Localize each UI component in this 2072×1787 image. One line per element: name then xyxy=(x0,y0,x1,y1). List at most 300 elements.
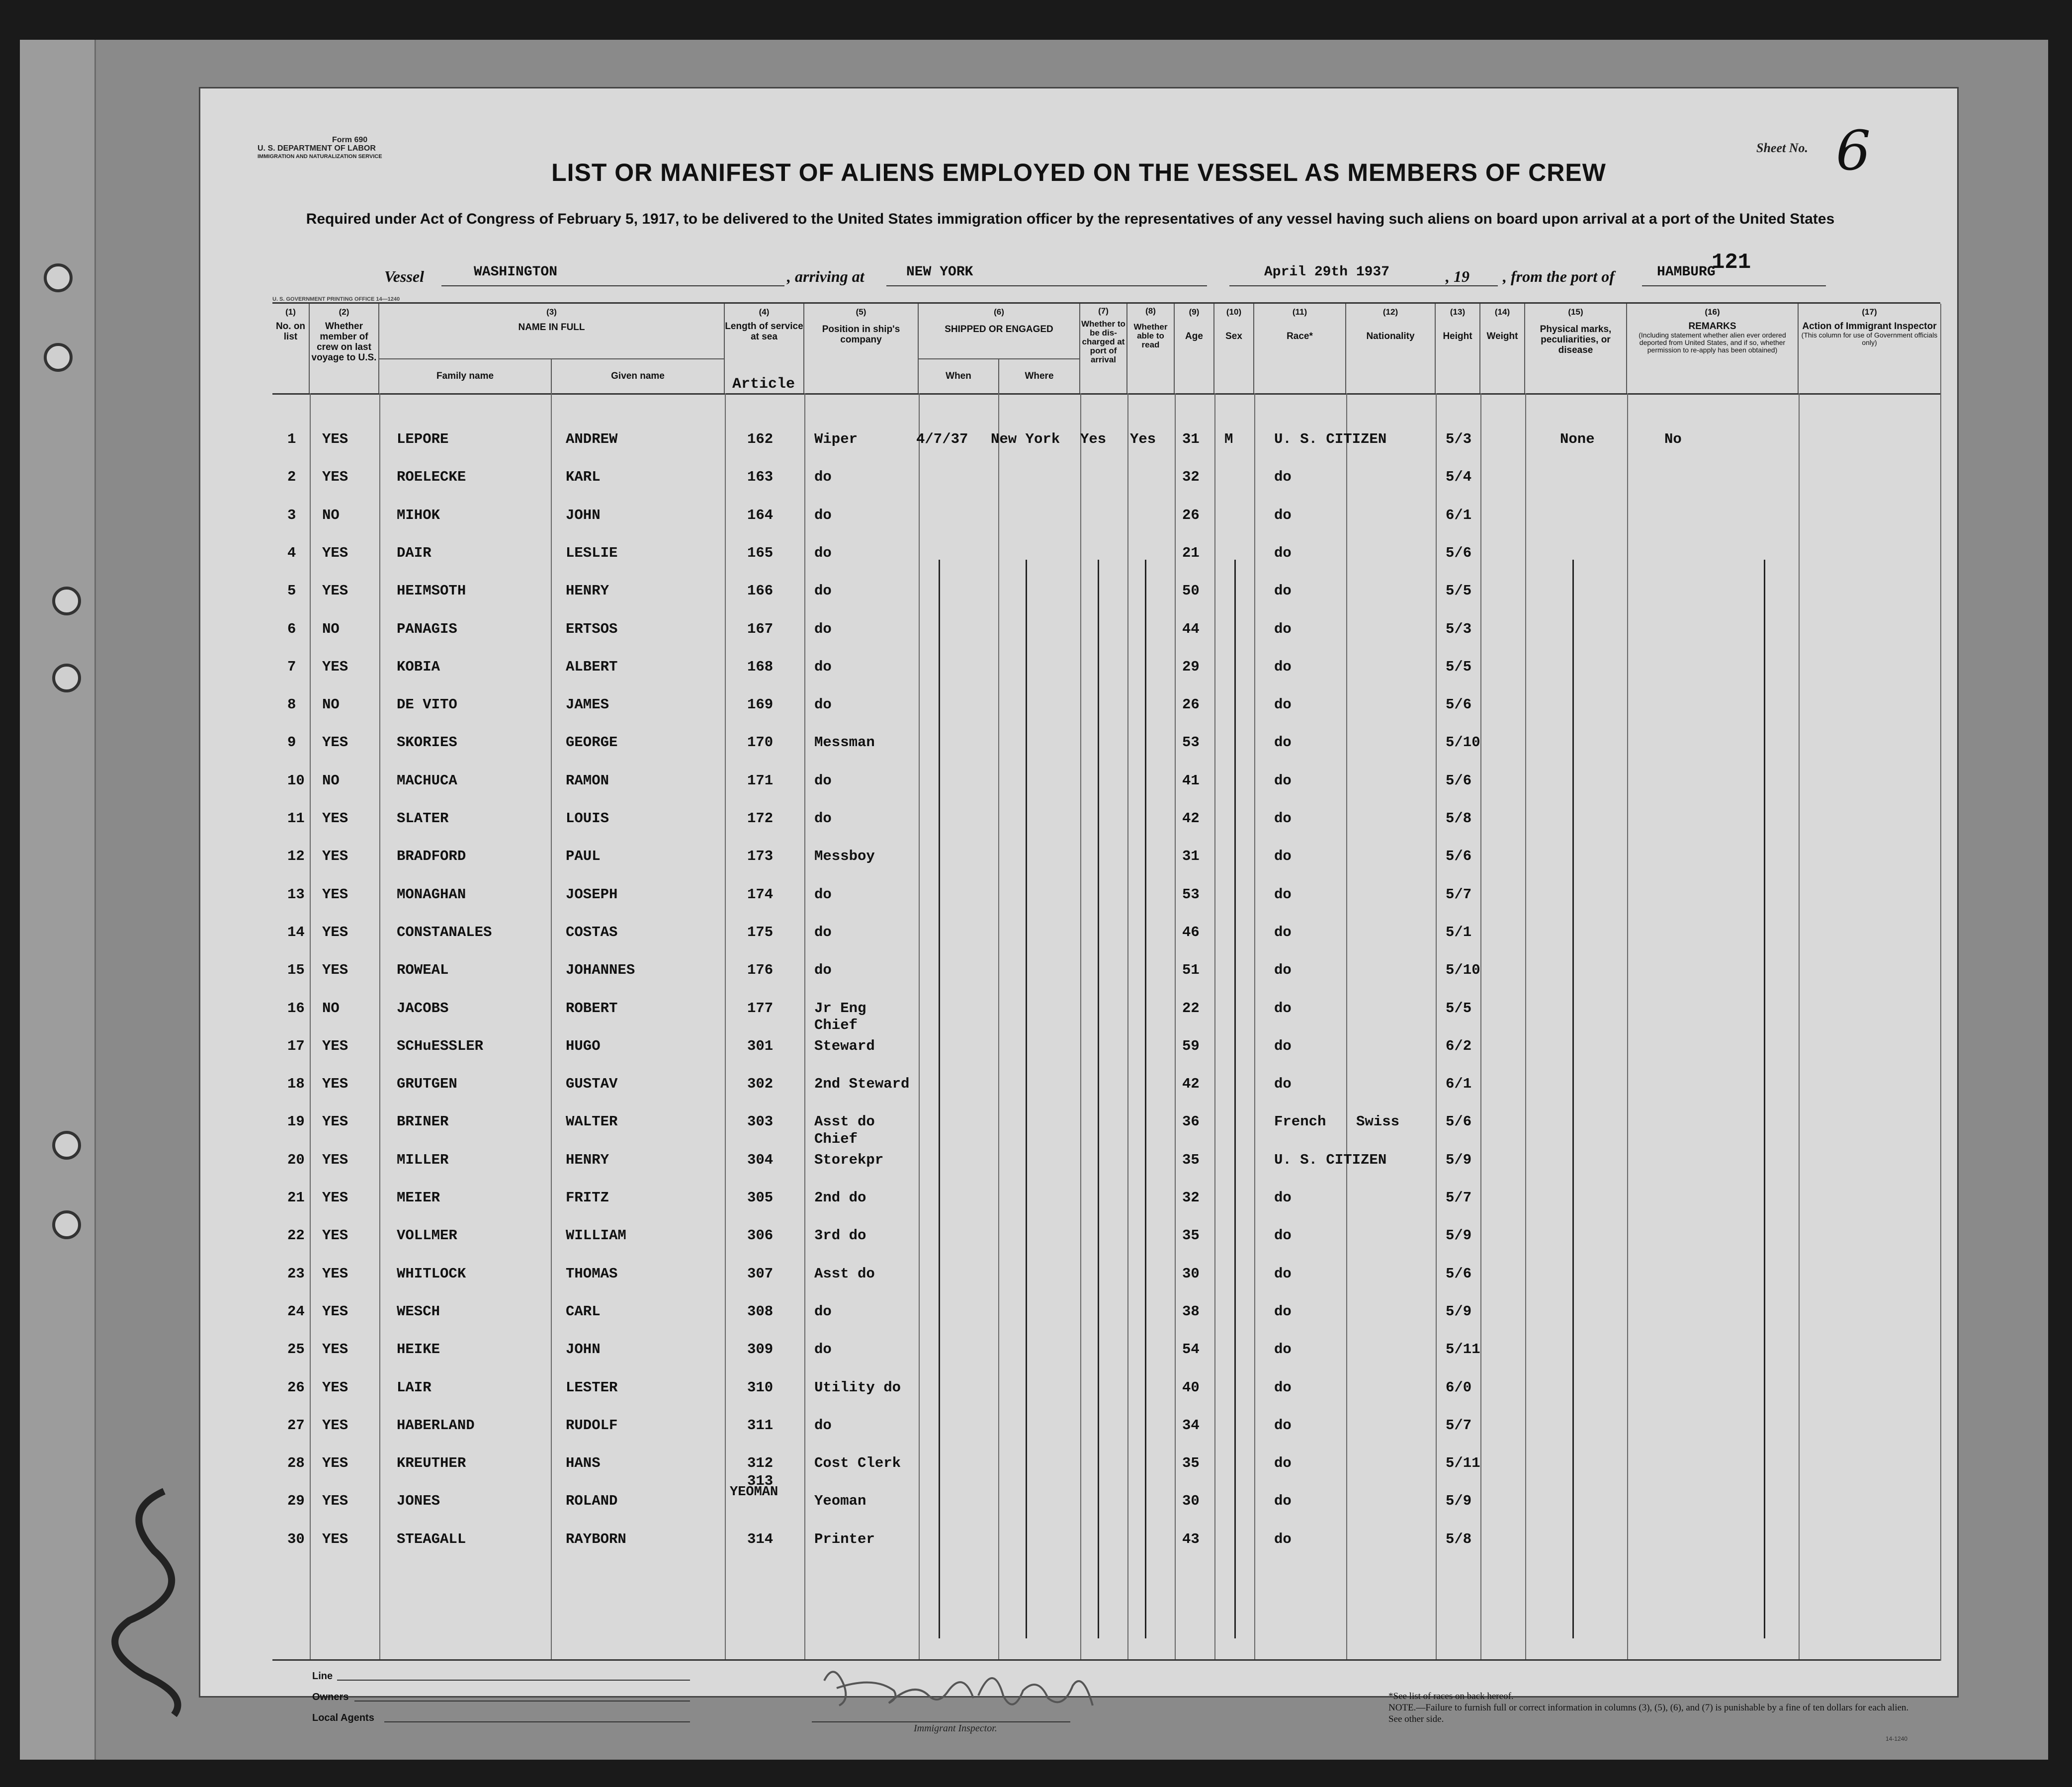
form-code: 14-1240 xyxy=(1886,1735,1908,1742)
discharged: Yes xyxy=(1080,431,1107,447)
prev-voyage: YES xyxy=(322,431,348,447)
races-note: *See list of races on back hereof. xyxy=(1388,1691,1514,1702)
height: 5/1 xyxy=(1446,924,1472,940)
from-underline xyxy=(1642,285,1826,286)
service-length: 174 xyxy=(747,886,774,903)
age: 36 xyxy=(1182,1113,1200,1130)
table-row xyxy=(272,997,1940,1035)
table-row xyxy=(272,731,1940,769)
age: 35 xyxy=(1182,1151,1200,1168)
service-length: 168 xyxy=(747,658,774,675)
service-length: 167 xyxy=(747,620,774,637)
row-number: 11 xyxy=(287,810,305,827)
prev-voyage: YES xyxy=(322,962,348,979)
height: 5/11 xyxy=(1446,1455,1480,1472)
table-row xyxy=(272,656,1940,693)
family-name: MEIER xyxy=(397,1190,440,1206)
given-name: ERTSOS xyxy=(566,620,618,637)
race: do xyxy=(1274,1379,1292,1396)
height: 5/5 xyxy=(1446,583,1472,599)
race: do xyxy=(1274,1227,1292,1244)
table-row xyxy=(272,466,1940,504)
family-name: PANAGIS xyxy=(397,620,457,637)
race: U. S. CITIZEN xyxy=(1274,431,1387,447)
form-number: Form 690 xyxy=(332,136,368,144)
header-col-10: (10) Sex xyxy=(1214,304,1254,393)
position: Wiper xyxy=(814,431,858,447)
header-col-17: (17) Action of Immigrant Inspector (This column for use of Government officials only) xyxy=(1801,307,1938,346)
prev-voyage: YES xyxy=(322,924,348,940)
table-row xyxy=(272,542,1940,580)
header-col-8: (8) Whether able to read xyxy=(1127,304,1175,393)
given-name: ALBERT xyxy=(566,658,618,675)
height: 5/9 xyxy=(1446,1493,1472,1510)
given-name: HENRY xyxy=(566,583,609,599)
height: 5/9 xyxy=(1446,1303,1472,1320)
family-name: WESCH xyxy=(397,1303,440,1320)
age: 26 xyxy=(1182,507,1200,523)
table-row xyxy=(272,807,1940,845)
given-name: ROLAND xyxy=(566,1493,618,1510)
row-number: 1 xyxy=(287,431,296,447)
height: 6/0 xyxy=(1446,1379,1472,1396)
position: do xyxy=(814,544,832,561)
row-number: 22 xyxy=(287,1227,305,1244)
prev-voyage: YES xyxy=(322,1341,348,1358)
vessel-label: Vessel xyxy=(384,267,424,285)
age: 41 xyxy=(1182,772,1200,789)
position: Storekpr xyxy=(814,1151,884,1168)
family-name: MILLER xyxy=(397,1151,449,1168)
family-name: MACHUCA xyxy=(397,772,457,789)
race: do xyxy=(1274,924,1292,940)
age: 54 xyxy=(1182,1341,1200,1358)
service-note: YEOMAN xyxy=(730,1485,778,1500)
race: do xyxy=(1274,1531,1292,1547)
row-number: 7 xyxy=(287,658,296,675)
row-number: 24 xyxy=(287,1303,305,1320)
nationality: Swiss xyxy=(1356,1113,1400,1130)
height: 5/4 xyxy=(1446,469,1472,486)
header-col-4: (4) Length of service at sea xyxy=(725,304,804,393)
family-name: LAIR xyxy=(397,1379,432,1396)
age: 30 xyxy=(1182,1265,1200,1282)
page-title: LIST OR MANIFEST OF ALIENS EMPLOYED ON THE VESSEL AS MEMBERS OF CREW xyxy=(551,159,1606,186)
height: 5/11 xyxy=(1446,1341,1480,1358)
row-number: 8 xyxy=(287,696,296,713)
service-length: 166 xyxy=(747,583,774,599)
row-number: 5 xyxy=(287,583,296,599)
table-row xyxy=(272,1130,1940,1187)
height: 6/2 xyxy=(1446,1037,1472,1054)
service-length: 304 xyxy=(747,1151,774,1168)
row-number: 6 xyxy=(287,620,296,637)
row-number: 20 xyxy=(287,1151,305,1168)
family-name: SKORIES xyxy=(397,734,457,751)
position: Jr Eng xyxy=(814,1000,866,1017)
header-col-12: (12) Nationality xyxy=(1346,304,1436,393)
given-name: LESTER xyxy=(566,1379,618,1396)
prev-voyage: YES xyxy=(322,469,348,486)
given-name: WILLIAM xyxy=(566,1227,626,1244)
header-col-13: (13) Height xyxy=(1436,304,1480,393)
height: 6/1 xyxy=(1446,1076,1472,1093)
voyage-line xyxy=(384,264,1826,289)
prev-voyage: YES xyxy=(322,1151,348,1168)
row-number: 30 xyxy=(287,1531,305,1547)
race: do xyxy=(1274,1076,1292,1093)
table-row xyxy=(272,845,1940,883)
arriving-underline xyxy=(886,285,1207,286)
service-length: 177 xyxy=(747,1000,774,1017)
prev-voyage: YES xyxy=(322,1076,348,1093)
service-length: 173 xyxy=(747,848,774,865)
position: do xyxy=(814,1341,832,1358)
header-col-6: (6) SHIPPED OR ENGAGED xyxy=(919,304,1080,393)
given-name: HENRY xyxy=(566,1151,609,1168)
row-number: 26 xyxy=(287,1379,305,1396)
printing-office-note: U. S. GOVERNMENT PRINTING OFFICE 14—1240 xyxy=(272,296,400,302)
header-col-1: (1) No. on list xyxy=(272,304,310,393)
where-header: Where xyxy=(1025,371,1054,381)
stamp-number: 121 xyxy=(1712,250,1751,275)
given-name: RUDOLF xyxy=(566,1417,618,1434)
given-name: RAYBORN xyxy=(566,1531,626,1547)
shipped-subheader-rule xyxy=(919,358,1080,359)
sex: M xyxy=(1224,431,1233,447)
family-name: VOLLMER xyxy=(397,1227,457,1244)
service-length: 175 xyxy=(747,924,774,940)
given-name: THOMAS xyxy=(566,1265,618,1282)
prev-voyage: YES xyxy=(322,1531,348,1547)
family-name: MONAGHAN xyxy=(397,886,466,903)
agents-label: Local Agents xyxy=(312,1712,374,1723)
service-length: 307 xyxy=(747,1265,774,1282)
position-prefix: Chief xyxy=(814,1130,858,1147)
prev-voyage: YES xyxy=(322,1455,348,1472)
service-length: 314 xyxy=(747,1531,774,1547)
prev-voyage: NO xyxy=(322,696,340,713)
prev-voyage: YES xyxy=(322,848,348,865)
form-identifier xyxy=(258,136,422,161)
header-bottom-rule xyxy=(272,393,1940,395)
family-name-header: Family name xyxy=(436,371,494,381)
age: 31 xyxy=(1182,848,1200,865)
arrival-date: April 29th 1937 xyxy=(1264,264,1390,280)
footer-note xyxy=(1388,1691,1915,1725)
position: Messboy xyxy=(814,848,875,865)
family-name: ROELECKE xyxy=(397,469,466,486)
family-name: JACOBS xyxy=(397,1000,449,1017)
race: do xyxy=(1274,848,1292,865)
position: 2nd do xyxy=(814,1190,866,1206)
age: 35 xyxy=(1182,1227,1200,1244)
family-name: HABERLAND xyxy=(397,1417,475,1434)
owners-underline xyxy=(354,1701,690,1702)
given-name: JOHN xyxy=(566,507,601,523)
row-number: 12 xyxy=(287,848,305,865)
prev-voyage: YES xyxy=(322,810,348,827)
when-header: When xyxy=(946,371,971,381)
table-row xyxy=(272,1414,1940,1452)
position: Printer xyxy=(814,1531,875,1547)
height: 6/1 xyxy=(1446,507,1472,523)
row-number: 21 xyxy=(287,1190,305,1206)
service-length: 302 xyxy=(747,1076,774,1093)
manifest-sheet xyxy=(199,87,1959,1742)
given-name: LESLIE xyxy=(566,544,618,561)
age: 22 xyxy=(1182,1000,1200,1017)
position: do xyxy=(814,507,832,523)
age: 26 xyxy=(1182,696,1200,713)
height: 5/3 xyxy=(1446,620,1472,637)
table-row xyxy=(272,1338,1940,1376)
given-name: CARL xyxy=(566,1303,601,1320)
age: 50 xyxy=(1182,583,1200,599)
prev-voyage: YES xyxy=(322,1190,348,1206)
service-length: 313 xyxy=(747,1473,774,1490)
position: do xyxy=(814,962,832,979)
table-row xyxy=(272,1110,1940,1148)
prev-voyage: YES xyxy=(322,1113,348,1130)
table-row xyxy=(272,883,1940,921)
table-row xyxy=(272,1073,1940,1110)
position: do xyxy=(814,620,832,637)
service-length: 303 xyxy=(747,1113,774,1130)
height: 5/6 xyxy=(1446,772,1472,789)
height: 5/6 xyxy=(1446,544,1472,561)
binder-hole xyxy=(52,664,81,692)
header-col-14: (14) Weight xyxy=(1480,304,1525,393)
height: 5/7 xyxy=(1446,886,1472,903)
position: Yeoman xyxy=(814,1493,866,1510)
service-length: 170 xyxy=(747,734,774,751)
header-col-16: (16) REMARKS (Including statement whether alien ever ordered deported from United States, and if so, whether permission to re-apply has been obtained) xyxy=(1627,304,1799,393)
family-name: DAIR xyxy=(397,544,432,561)
able-to-read: Yes xyxy=(1130,431,1156,447)
age: 53 xyxy=(1182,734,1200,751)
family-name: KOBIA xyxy=(397,658,440,675)
family-name: SLATER xyxy=(397,810,449,827)
position: 3rd do xyxy=(814,1227,866,1244)
header-col-3: (3) NAME IN FULL xyxy=(379,304,725,393)
owners-label: Owners xyxy=(312,1692,349,1702)
family-name: DE VITO xyxy=(397,696,457,713)
row-number: 29 xyxy=(287,1493,305,1510)
service-length: 172 xyxy=(747,810,774,827)
prev-voyage: YES xyxy=(322,886,348,903)
table-row xyxy=(272,921,1940,959)
age: 29 xyxy=(1182,658,1200,675)
age: 34 xyxy=(1182,1417,1200,1434)
given-name: JAMES xyxy=(566,696,609,713)
position: do xyxy=(814,1417,832,1434)
prev-voyage: YES xyxy=(322,1227,348,1244)
binder-hole xyxy=(52,1131,81,1160)
row-number: 19 xyxy=(287,1113,305,1130)
service-length: 165 xyxy=(747,544,774,561)
sheet-number-value: 6 xyxy=(1836,119,1871,182)
year-label: , 19 xyxy=(1446,267,1469,285)
position: do xyxy=(814,772,832,789)
given-name: GEORGE xyxy=(566,734,618,751)
race: do xyxy=(1274,469,1292,486)
binder-hole xyxy=(52,587,81,615)
table-row xyxy=(272,1452,1940,1490)
department-name: U. S. DEPARTMENT OF LABOR xyxy=(258,144,376,153)
race: do xyxy=(1274,1303,1292,1320)
family-name: ROWEAL xyxy=(397,962,449,979)
page-subtitle: Required under Act of Congress of February 5, 1917, to be delivered to the United States immigration officer by the representatives of any vessel having such aliens on board upon arrival at a port of the United States xyxy=(306,211,1835,227)
race: do xyxy=(1274,583,1292,599)
family-name: BRADFORD xyxy=(397,848,466,865)
family-name: KREUTHER xyxy=(397,1455,466,1472)
position: 2nd Steward xyxy=(814,1076,910,1093)
height: 5/10 xyxy=(1446,962,1480,979)
vessel-name: WASHINGTON xyxy=(474,264,558,280)
binder-hole xyxy=(44,343,73,372)
row-number: 17 xyxy=(287,1037,305,1054)
service-length: 308 xyxy=(747,1303,774,1320)
position: do xyxy=(814,1303,832,1320)
physical-marks: None xyxy=(1560,431,1595,447)
inspector-label: Immigrant Inspector. xyxy=(914,1723,997,1734)
arriving-port: NEW YORK xyxy=(906,264,973,280)
table-row xyxy=(272,769,1940,807)
row-number: 23 xyxy=(287,1265,305,1282)
remarks: No xyxy=(1664,431,1682,447)
header-col-5: (5) Position in ship's company xyxy=(804,304,919,393)
line-underline xyxy=(337,1680,690,1681)
race: do xyxy=(1274,1265,1292,1282)
table-row xyxy=(272,1376,1940,1414)
height: 5/3 xyxy=(1446,431,1472,447)
family-name: HEIKE xyxy=(397,1341,440,1358)
given-name-header: Given name xyxy=(611,371,665,381)
header-col-7: (7) Whether to be dis-charged at port of arrival xyxy=(1080,304,1127,393)
row-number: 25 xyxy=(287,1341,305,1358)
race: do xyxy=(1274,962,1292,979)
col-divider xyxy=(1940,304,1941,1661)
age: 38 xyxy=(1182,1303,1200,1320)
height: 5/5 xyxy=(1446,658,1472,675)
position: do xyxy=(814,810,832,827)
height: 5/5 xyxy=(1446,1000,1472,1017)
margin-scrawl xyxy=(99,1481,219,1720)
age: 32 xyxy=(1182,469,1200,486)
age: 32 xyxy=(1182,1190,1200,1206)
race: do xyxy=(1274,734,1292,751)
age: 59 xyxy=(1182,1037,1200,1054)
age: 40 xyxy=(1182,1379,1200,1396)
race: do xyxy=(1274,1190,1292,1206)
position: Asst do xyxy=(814,1113,875,1130)
table-row xyxy=(272,1528,1940,1566)
table-row xyxy=(272,1224,1940,1262)
family-name: LEPORE xyxy=(397,431,449,447)
age: 21 xyxy=(1182,544,1200,561)
table-row xyxy=(272,1300,1940,1338)
height: 5/6 xyxy=(1446,1113,1472,1130)
line-label: Line xyxy=(312,1671,333,1682)
position: Asst do xyxy=(814,1265,875,1282)
given-name: ROBERT xyxy=(566,1000,618,1017)
age: 42 xyxy=(1182,810,1200,827)
from-port: HAMBURG xyxy=(1657,264,1716,280)
prev-voyage: YES xyxy=(322,1379,348,1396)
age: 46 xyxy=(1182,924,1200,940)
family-name: MIHOK xyxy=(397,507,440,523)
service-length: 311 xyxy=(747,1417,774,1434)
prev-voyage: YES xyxy=(322,734,348,751)
given-name: JOHN xyxy=(566,1341,601,1358)
from-label: , from the port of xyxy=(1503,267,1615,285)
race: do xyxy=(1274,1417,1292,1434)
race: do xyxy=(1274,1455,1292,1472)
height: 5/10 xyxy=(1446,734,1480,751)
given-name: WALTER xyxy=(566,1113,618,1130)
service-length: 301 xyxy=(747,1037,774,1054)
row-number: 27 xyxy=(287,1417,305,1434)
header-col-11: (11) Race* xyxy=(1254,304,1346,393)
family-name: WHITLOCK xyxy=(397,1265,466,1282)
family-name: GRUTGEN xyxy=(397,1076,457,1093)
prev-voyage: YES xyxy=(322,583,348,599)
table-row xyxy=(272,1187,1940,1224)
race: do xyxy=(1274,1493,1292,1510)
table-row xyxy=(272,504,1940,542)
row-number: 15 xyxy=(287,962,305,979)
position: do xyxy=(814,469,832,486)
family-name: BRINER xyxy=(397,1113,449,1130)
binder-strip xyxy=(20,40,96,1760)
height: 5/9 xyxy=(1446,1151,1472,1168)
prev-voyage: YES xyxy=(322,1417,348,1434)
given-name: JOHANNES xyxy=(566,962,635,979)
family-name: CONSTANALES xyxy=(397,924,492,940)
height: 5/6 xyxy=(1446,848,1472,865)
position: Messman xyxy=(814,734,875,751)
service-name: IMMIGRATION AND NATURALIZATION SERVICE xyxy=(258,154,382,160)
sheet-number-label: Sheet No. xyxy=(1756,141,1808,155)
position: Utility do xyxy=(814,1379,901,1396)
height: 5/6 xyxy=(1446,1265,1472,1282)
name-subheader-rule xyxy=(379,358,725,359)
service-length: 176 xyxy=(747,962,774,979)
race: do xyxy=(1274,620,1292,637)
prev-voyage: NO xyxy=(322,772,340,789)
height: 5/6 xyxy=(1446,696,1472,713)
family-name: JONES xyxy=(397,1493,440,1510)
service-length: 169 xyxy=(747,696,774,713)
age: 35 xyxy=(1182,1455,1200,1472)
position: do xyxy=(814,583,832,599)
service-length: 310 xyxy=(747,1379,774,1396)
age: 31 xyxy=(1182,431,1200,447)
form-footer xyxy=(272,1659,1940,1742)
table-row xyxy=(272,428,1940,466)
agents-underline xyxy=(384,1721,690,1722)
position: do xyxy=(814,696,832,713)
service-length: 162 xyxy=(747,431,774,447)
service-length: 171 xyxy=(747,772,774,789)
age: 30 xyxy=(1182,1493,1200,1510)
position: Cost Clerk xyxy=(814,1455,901,1472)
service-length: 163 xyxy=(747,469,774,486)
race: do xyxy=(1274,810,1292,827)
given-name: JOSEPH xyxy=(566,886,618,903)
prev-voyage: YES xyxy=(322,658,348,675)
